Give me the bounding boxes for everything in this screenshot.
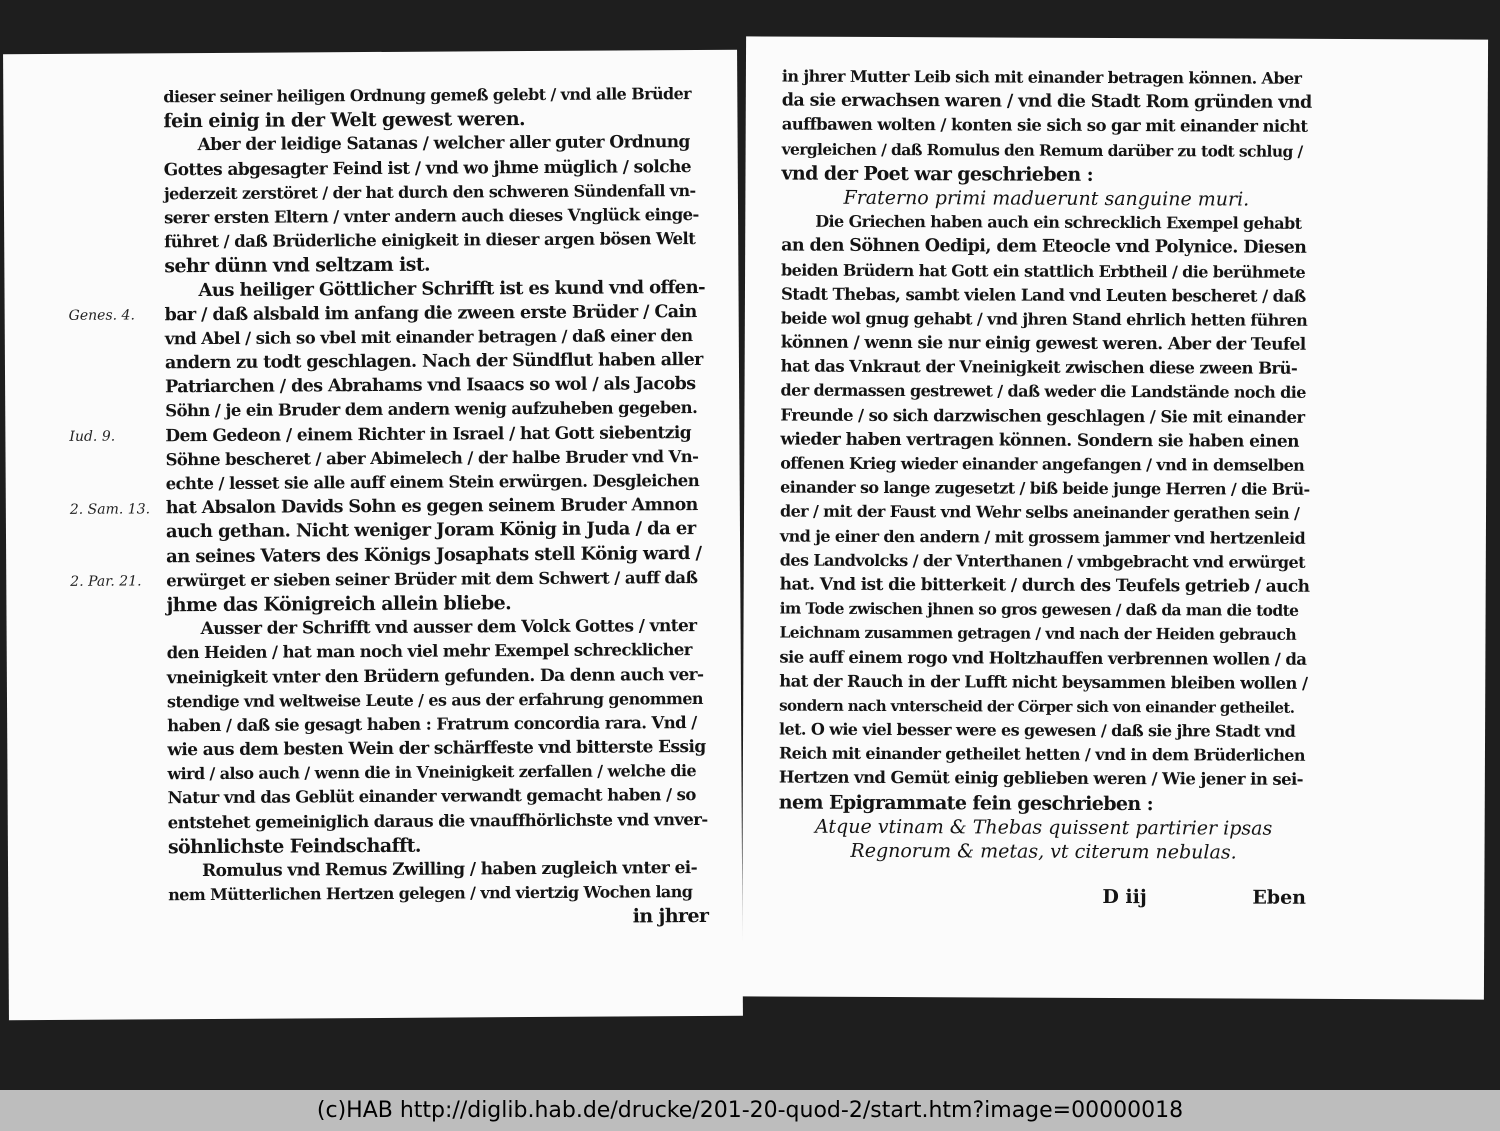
text-line: dieser seiner heiligen Ordnung gemeß gelebt / vnd alle Brüder — [163, 84, 692, 107]
text-line: hat. Vnd ist die bitterkeit / durch des Teufels getrieb / auch — [779, 574, 1310, 597]
text-line: söhnlichste Feindschafft. — [167, 834, 421, 859]
text-line: führet / daß Brüderliche einigkeit in dieser argen bösen Welt — [164, 229, 696, 252]
text-line: an seines Vaters des Königs Josaphats stell König ward / — [166, 542, 702, 567]
text-line: Patriarchen / des Abrahams vnd Isaacs so wol / als Jacobs — [165, 374, 696, 398]
text-line: stendige vnd weltweise Leute / es aus der erfahrung genommen — [166, 688, 703, 711]
text-line: Freunde / so sich darzwischen geschlagen / Sie mit einander — [780, 405, 1305, 427]
text-line: jhme das Königreich allein bliebe. — [166, 592, 512, 617]
text-line: der / mit der Faust vnd Wehr selbs aneinander gerathen sein / — [779, 501, 1300, 524]
text-line: andern zu todt geschlagen. Nach der Sündflut haben aller — [164, 350, 703, 374]
text-line: Aus heiliger Göttlicher Schrifft ist es kund vnd offen- — [198, 276, 706, 301]
copyright-footer: (c)HAB http://diglib.hab.de/drucke/201-20-quod-2/start.htm?image=00000018 — [0, 1090, 1500, 1131]
text-line: sehr dünn vnd seltzam ist. — [164, 253, 431, 278]
text-line: auffbawen wolten / konten sie sich so gar mit einander nicht — [781, 114, 1308, 137]
text-line: wird / also auch / wenn die in Vneinigkeit zerfallen / welche die — [167, 761, 697, 784]
text-line: Ausser der Schrifft vnd ausser dem Volck Gottes / vnter — [200, 616, 697, 640]
text-line: vnd je einer den andern / mit grossem jammer vnd hertzenleid — [779, 526, 1306, 548]
text-line: offenen Krieg wieder einander angefangen / vnd in demselben — [780, 453, 1305, 475]
latin-verse: Fraterno primi maduerunt sanguine muri. — [843, 186, 1250, 211]
signature-mark: D iij — [1102, 885, 1147, 909]
text-line: hat der Rauch in der Lufft nicht beysammen bleiben wollen / — [779, 671, 1308, 693]
text-line: vnd der Poet war geschrieben : — [781, 162, 1094, 186]
catchword-right: Eben — [1252, 886, 1307, 909]
text-line: beiden Brüdern hat Gott ein stattlich Erbtheil / die berühmete — [781, 260, 1306, 282]
text-line: vnd Abel / sich so vbel mit einander betragen / daß einer den — [164, 325, 693, 349]
text-line: Söhn / je ein Bruder dem andern wenig aufzuheben gegeben. — [165, 398, 698, 421]
text-line: in jhrer Mutter Leib sich mit einander betragen können. Aber — [781, 66, 1302, 88]
text-line: im Tode zwischen jhnen so gros gewesen / daß da man die todte — [779, 598, 1299, 620]
right-page — [742, 36, 1488, 999]
text-line: echte / lesset sie alle auff einem Stein erwürgen. Desgleichen — [165, 471, 700, 494]
text-line: Natur vnd das Geblüt einander verwandt gemacht haben / so — [167, 785, 696, 808]
text-line: Söhne bescheret / aber Abimelech / der halbe Bruder vnd Vn- — [165, 446, 699, 470]
latin-verse: Regnorum & metas, vt citerum nebulas. — [850, 839, 1237, 864]
text-line: Reich mit einander getheilet hetten / vnd in dem Brüderlichen — [778, 743, 1305, 766]
text-line: sondern nach vnterscheid der Cörper sich von einander getheilet. — [779, 696, 1295, 717]
text-line: jederzeit zerstöret / der hat durch den schweren Sündenfall vn- — [163, 180, 696, 204]
text-line: Hertzen vnd Gemüt einig geblieben weren / Wie jener in sei- — [778, 767, 1303, 790]
text-line: hat Absalon Davids Sohn es gegen seinem Bruder Amnon — [165, 495, 698, 519]
text-line: nem Epigrammate fein geschrieben : — [778, 791, 1154, 815]
text-line: Die Griechen haben auch ein schrecklich Exempel gehabt — [815, 211, 1302, 233]
text-line: Stadt Thebas, sambt vielen Land vnd Leuten bescheret / daß — [780, 284, 1306, 306]
text-line: der dermassen gestrewet / daß weder die Landstände noch die — [780, 380, 1306, 403]
text-line: beide wol gnug gehabt / vnd jhren Stand ehrlich hetten führen — [780, 308, 1308, 330]
text-line: einander so lange zugesetzt / biß beide junge Herren / die Brü- — [780, 477, 1310, 500]
left-page — [3, 50, 743, 1020]
text-line: Gottes abgesagter Feind ist / vnd wo jhme müglich / solche — [163, 156, 691, 180]
text-line: wieder haben vertragen können. Sondern sie haben einen — [780, 429, 1299, 452]
text-line: können / wenn sie nur einig gewest weren. Aber der Teufel — [780, 332, 1306, 355]
text-line: des Landvolcks / der Vnterthanen / vmbgebracht vnd erwürget — [779, 550, 1305, 572]
text-line: vergleichen / daß Romulus den Remum darüber zu todt schlug / — [781, 139, 1303, 161]
margin-note-judges: Iud. 9. — [69, 428, 116, 445]
text-line: erwürget er sieben seiner Brüder mit dem Schwert / auff daß — [166, 567, 698, 591]
text-line: hat das Vnkraut der Vneinigkeit zwischen diese zween Brü- — [780, 356, 1298, 379]
text-line: Dem Gedeon / einem Richter in Israel / hat Gott siebentzig — [165, 422, 692, 446]
text-line: Aber der leidige Satanas / welcher aller guter Ordnung — [197, 132, 690, 156]
text-line: bar / daß alsbald im anfang die zween erste Brüder / Cain — [164, 301, 697, 325]
text-line: nem Mütterlichen Hertzen gelegen / vnd viertzig Wochen lang — [168, 882, 693, 905]
text-line: den Heiden / hat man noch viel mehr Exempel schrecklicher — [166, 640, 692, 663]
text-line: Romulus vnd Remus Zwilling / haben zugleich vnter ei- — [201, 858, 698, 882]
text-line: vneinigkeit vnter den Brüdern gefunden. Da denn auch ver- — [166, 664, 704, 688]
text-line: serer ersten Eltern / vnter andern auch dieses Vnglück einge- — [163, 204, 699, 228]
text-line: Leichnam zusammen getragen / vnd nach der Heiden gebrauch — [779, 622, 1297, 645]
catchword-left: in jhrer — [632, 905, 709, 928]
margin-note-samuel: 2. Sam. 13. — [69, 501, 151, 518]
text-line: da sie erwachsen waren / vnd die Stadt Rom gründen vnd — [781, 90, 1312, 114]
margin-note-genesis: Genes. 4. — [68, 307, 135, 324]
text-line: an den Söhnen Oedipi, dem Eteocle vnd Polynice. Diesen — [781, 235, 1307, 259]
latin-verse: Atque vtinam & Thebas quissent partirier ipsas — [815, 815, 1273, 840]
text-line: auch gethan. Nicht weniger Joram König in Juda / da er — [165, 518, 696, 543]
margin-notes — [68, 307, 165, 590]
text-line: entstehet gemeiniglich daraus die vnauffhörlichste vnd vnver- — [167, 809, 708, 832]
text-line: let. O wie viel besser were es gewesen / daß sie jhre Stadt vnd — [779, 719, 1296, 741]
text-line: wie aus dem besten Wein der schärffeste vnd bitterste Essig — [167, 737, 706, 761]
text-line: haben / daß sie gesagt haben : Fratrum concordia rara. Vnd / — [167, 712, 697, 736]
text-line: fein einig in der Welt gewest weren. — [163, 108, 526, 133]
margin-note-paralip: 2. Par. 21. — [70, 573, 142, 590]
right-page-text — [778, 65, 1311, 865]
text-line: sie auff einem rogo vnd Holtzhauffen verbrennen wollen / da — [779, 647, 1307, 669]
left-page-text — [163, 82, 708, 932]
